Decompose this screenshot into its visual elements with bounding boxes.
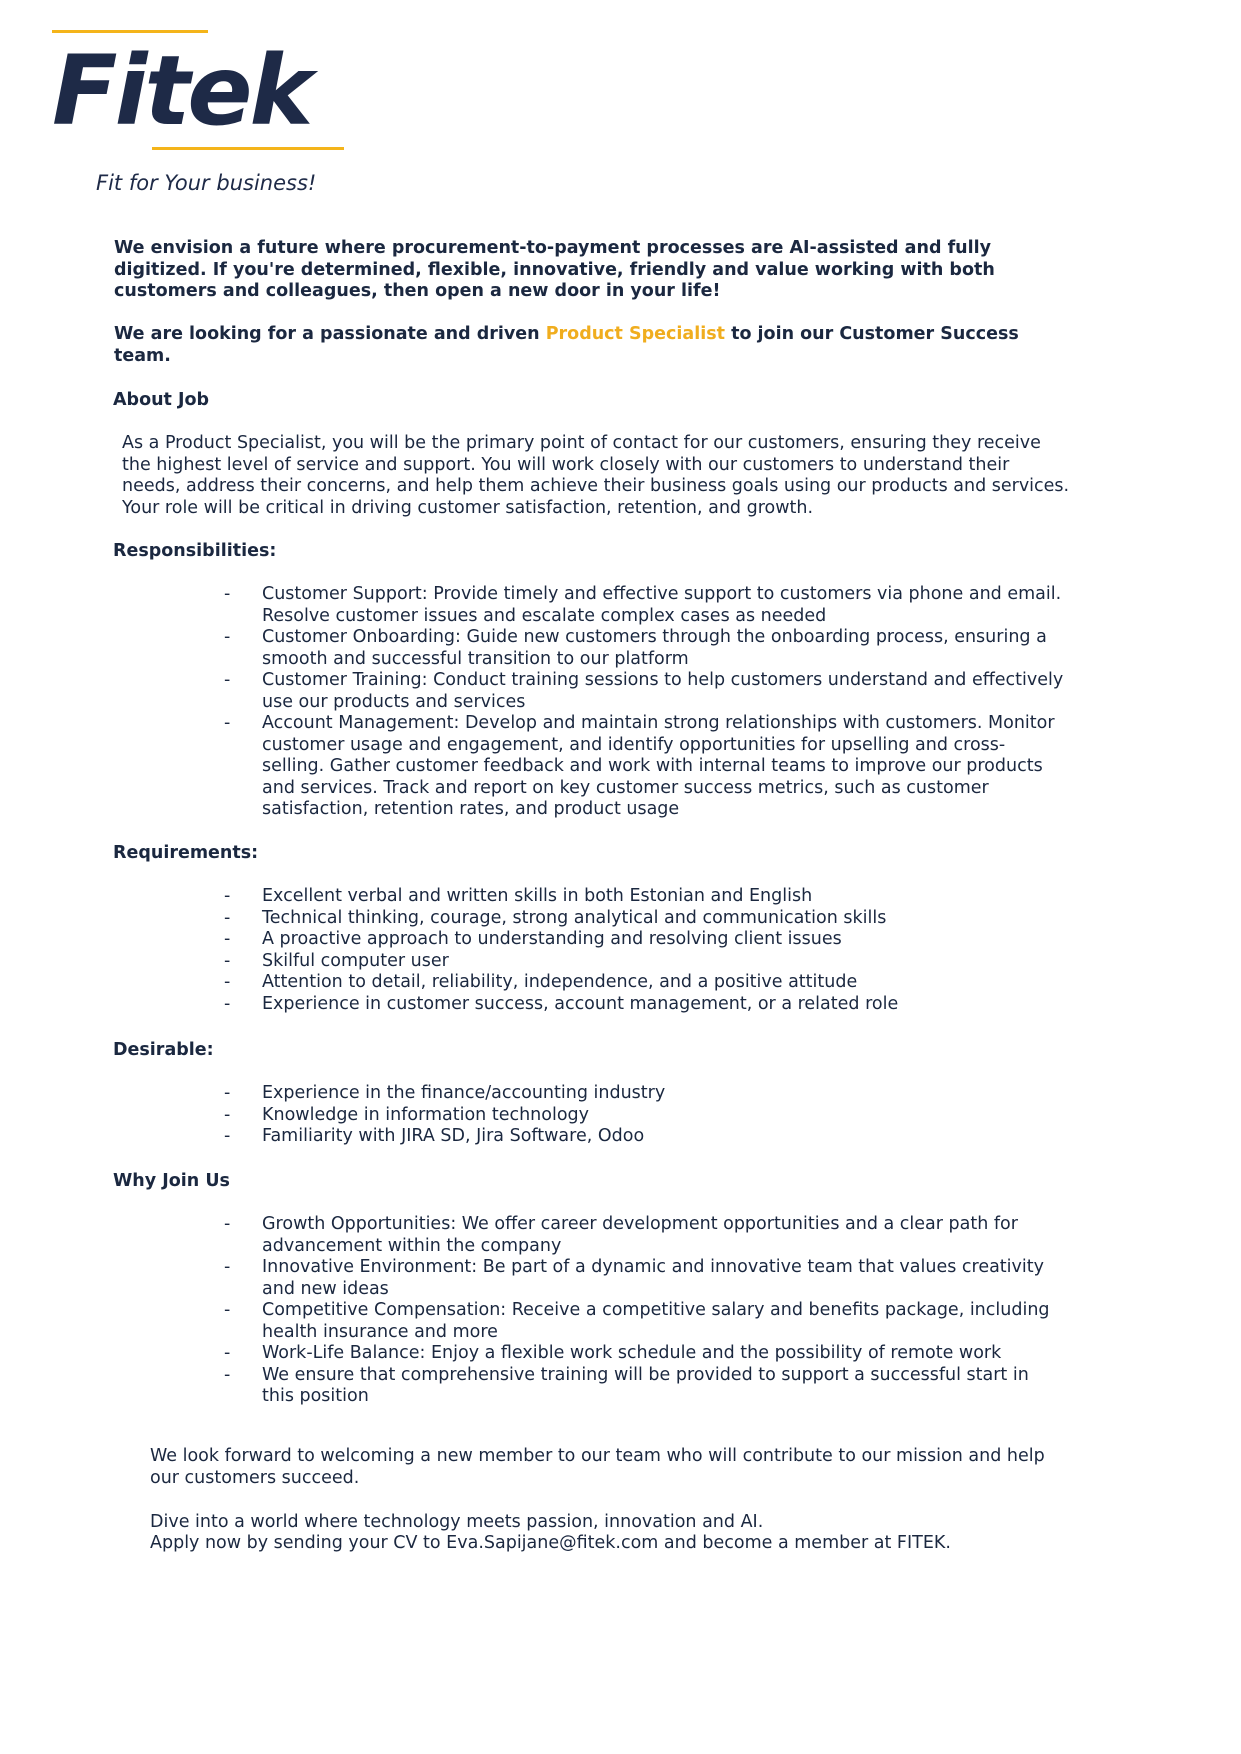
dash-bullet: -: [224, 950, 231, 971]
list-item: [224, 670, 1064, 713]
list-item-text: Innovative Environment: Be part of a dynamic and innovative team that values creativity and new ideas: [262, 1257, 1044, 1299]
dash-bullet: -: [224, 1126, 231, 1146]
dash-bullet: -: [224, 907, 231, 928]
list-item: [224, 1214, 1064, 1257]
dash-bullet: -: [224, 713, 231, 733]
list-item-text: Skilful computer user: [262, 950, 449, 971]
dash-bullet: -: [224, 670, 231, 690]
logo-accent-line-bottom: [152, 147, 344, 150]
dash-bullet: -: [224, 929, 231, 949]
dash-bullet: -: [224, 972, 231, 992]
list-item-text: Competitive Compensation: Receive a competitive salary and benefits package, including health insurance and more: [262, 1300, 1050, 1342]
role-title: Product Specialist: [545, 324, 725, 344]
logo-wordmark: Fitek: [52, 35, 311, 147]
why-join-heading: Why Join Us: [113, 1171, 230, 1191]
list-item-text: Familiarity with JIRA SD, Jira Software, Odoo: [262, 1126, 645, 1146]
looking-for-paragraph: [114, 324, 1074, 367]
list-item-text: Excellent verbal and written skills in both Estonian and English: [262, 886, 813, 906]
dash-bullet: -: [224, 886, 231, 906]
list-item-text: Technical thinking, courage, strong analytical and communication skills: [262, 907, 887, 928]
list-item-text: Work-Life Balance: Enjoy a flexible work schedule and the possibility of remote work: [262, 1343, 1002, 1363]
responsibilities-heading: Responsibilities:: [113, 541, 277, 561]
desirable-list: [224, 1083, 1064, 1148]
responsibilities-list: [224, 584, 1064, 821]
list-item-text: Attention to detail, reliability, independence, and a positive attitude: [262, 972, 858, 992]
list-item-text: Customer Support: Provide timely and effective support to customers via phone and email. Resolve customer issues and escalate complex cases as needed: [262, 584, 1062, 626]
looking-for-text-before: We are looking for a passionate and driven: [114, 324, 546, 344]
list-item-text: Account Management: Develop and maintain strong relationships with customers. Monitor customer usage and engagement, and identify opportunities for upselling and cross-selling. Gather customer feedback and work with internal teams to improve our products and services. Track and report on key customer success metrics, such as customer satisfaction, retention rates, and product usage: [262, 713, 1055, 819]
list-item: [224, 886, 1064, 908]
logo-accent-line-top: [52, 30, 208, 33]
list-item: [224, 627, 1064, 670]
dash-bullet: -: [224, 1343, 231, 1363]
list-item: [224, 951, 1064, 973]
list-item-text: Customer Training: Conduct training sessions to help customers understand and effectively use our products and services: [262, 670, 1064, 712]
list-item: [224, 713, 1064, 821]
dash-bullet: -: [224, 584, 231, 604]
dash-bullet: -: [224, 1257, 231, 1277]
list-item: [224, 1300, 1064, 1343]
dash-bullet: -: [224, 627, 231, 647]
dash-bullet: -: [224, 993, 231, 1014]
desirable-heading: Desirable:: [113, 1040, 214, 1060]
list-item: [224, 584, 1064, 627]
dash-bullet: -: [224, 1300, 231, 1320]
intro-section: [114, 238, 1074, 367]
list-item: [224, 972, 1064, 994]
list-item: [224, 908, 1064, 930]
dash-bullet: -: [224, 1083, 231, 1103]
requirements-heading: Requirements:: [113, 843, 259, 863]
list-item-text: Knowledge in information technology: [262, 1104, 590, 1125]
list-item: [224, 1083, 1064, 1105]
list-item-text: Growth Opportunities: We offer career development opportunities and a clear path for advancement within the company: [262, 1214, 1018, 1256]
why-join-list: [224, 1214, 1064, 1408]
logo-tagline: Fit for Your business!: [96, 171, 317, 195]
list-item: [224, 1105, 1064, 1127]
looking-for-text-after: to join our Customer Success team.: [114, 324, 1019, 366]
list-item: [224, 1126, 1064, 1148]
about-job-heading: About Job: [113, 390, 210, 410]
list-item-text: We ensure that comprehensive training will be provided to support a successful start in this position: [262, 1364, 1029, 1406]
list-item: [224, 1257, 1064, 1300]
requirements-list: [224, 886, 1064, 1015]
dash-bullet: -: [224, 1104, 231, 1125]
dash-bullet: -: [224, 1214, 231, 1234]
closing-line-1: Dive into a world where technology meets passion, innovation and AI.: [150, 1512, 764, 1532]
intro-paragraph: We envision a future where procurement-to-payment processes are AI-assisted and fully digitized. If you're determined, flexible, innovative, friendly and value working with both customers and colleagues, then open a new door in your life!: [114, 238, 995, 301]
closing-paragraph: We look forward to welcoming a new member to our team who will contribute to our mission and help our customers succeed.: [150, 1446, 1045, 1488]
about-job-text: As a Product Specialist, you will be the primary point of contact for our customers, ensuring they receive the highest level of service and support. You will work closely with our customers to understand their needs, address their concerns, and help them achieve their business goals using our products and services. Your role will be critical in driving customer satisfaction, retention, and growth.: [122, 433, 1070, 518]
list-item: [224, 1365, 1064, 1408]
list-item: [224, 929, 1064, 951]
list-item-text: Experience in customer success, account management, or a related role: [262, 993, 899, 1014]
list-item: [224, 994, 1064, 1016]
list-item-text: A proactive approach to understanding and resolving client issues: [262, 929, 842, 949]
list-item-text: Experience in the finance/accounting industry: [262, 1083, 666, 1103]
dash-bullet: -: [224, 1364, 231, 1385]
list-item: [224, 1343, 1064, 1365]
list-item-text: Customer Onboarding: Guide new customers through the onboarding process, ensuring a smooth and successful transition to our platform: [262, 627, 1047, 669]
closing-line-2: Apply now by sending your CV to Eva.Sapijane@fitek.com and become a member at FITEK.: [150, 1533, 951, 1553]
